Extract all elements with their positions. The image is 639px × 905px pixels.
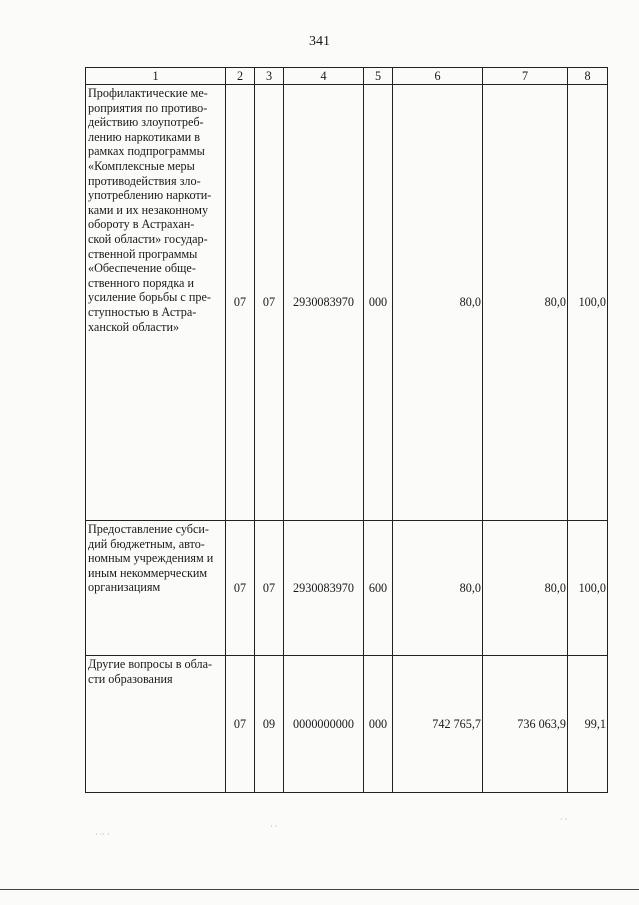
percent-cell: 100,0 [568,85,608,521]
row-name-line: иным некоммерческим [88,565,208,580]
row-name-line: организациям [88,580,161,595]
expense-type-cell: 000 [364,85,393,521]
header-row [86,68,608,85]
column-header: 5 [364,68,393,85]
table-row [86,521,608,656]
table-row [86,656,608,793]
row-name-line: употреблению наркоти- [88,188,212,203]
scan-speck: · ·· · [95,830,110,839]
section-code-cell: 07 [226,656,255,793]
row-name-line: ками и их незаконному [88,202,209,217]
column-header: 1 [86,68,226,85]
target-article-cell: 2930083970 [284,521,364,656]
percent-cell: 99,1 [568,656,608,793]
row-name-line: ской области» государ- [88,231,208,246]
row-name-line: «Комплексные меры [88,158,195,173]
percent-cell: 100,0 [568,521,608,656]
subsection-code-cell: 07 [255,85,284,521]
target-article-cell: 2930083970 [284,85,364,521]
executed-amount-cell: 80,0 [483,85,568,521]
subsection-code-cell: 09 [255,656,284,793]
row-name-line: ступностью в Астра- [88,304,197,319]
row-name-line: обороту в Астрахан- [88,217,195,232]
row-name-line: действию злоупотреб- [88,115,204,130]
row-name-line: рамках подпрограммы [88,144,205,159]
row-name-cell [86,521,226,656]
section-code-cell: 07 [226,85,255,521]
page-bottom-rule [0,889,639,890]
scan-speck: · · [270,822,278,831]
row-name-line: ственной программы [88,246,198,261]
subsection-code-cell: 07 [255,521,284,656]
row-name-line: ственного порядка и [88,275,195,290]
row-name-line: роприятия по противо- [88,100,208,115]
row-name-line: Профилактические ме- [88,86,208,100]
row-name-line: ханской области» [88,319,180,334]
executed-amount-cell: 80,0 [483,521,568,656]
row-name-line: противодействия зло- [88,173,201,188]
page-number: 341 [309,34,330,49]
row-name-line: дий бюджетным, авто- [88,536,205,551]
table-row [86,85,608,521]
row-name-line: Другие вопросы в обла- [88,657,213,671]
column-header: 2 [226,68,255,85]
expense-type-cell: 000 [364,656,393,793]
planned-amount-cell: 742 765,7 [393,656,483,793]
row-name-line: «Обеспечение обще- [88,261,196,276]
row-name-line: сти образования [88,671,173,686]
column-header: 7 [483,68,568,85]
planned-amount-cell: 80,0 [393,85,483,521]
scan-speck: · · [560,815,568,824]
planned-amount-cell: 80,0 [393,521,483,656]
column-header: 3 [255,68,284,85]
column-header: 4 [284,68,364,85]
expense-type-cell: 600 [364,521,393,656]
row-name-cell [86,656,226,793]
row-name-line: Предоставление субси- [88,522,209,536]
column-header: 8 [568,68,608,85]
column-header: 6 [393,68,483,85]
row-name-line: лению наркотиками в [88,129,200,144]
section-code-cell: 07 [226,521,255,656]
row-name-cell [86,85,226,521]
executed-amount-cell: 736 063,9 [483,656,568,793]
row-name-line: номным учреждениям и [88,551,214,566]
row-name-line: усиление борьбы с пре- [88,290,211,305]
target-article-cell: 0000000000 [284,656,364,793]
budget-table [85,67,608,793]
